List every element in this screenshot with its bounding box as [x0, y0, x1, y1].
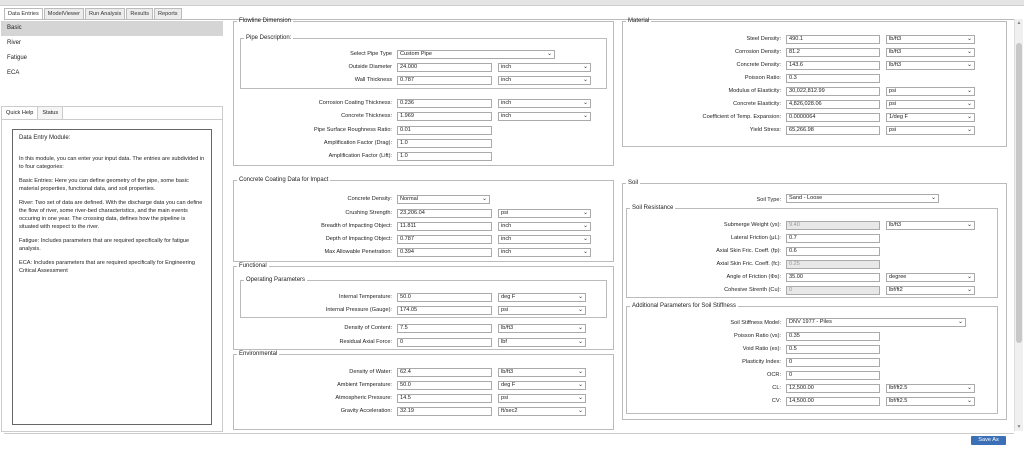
- scroll-thumb[interactable]: [1016, 43, 1022, 343]
- outside-diameter-unit[interactable]: [498, 63, 591, 72]
- yield-stress-label: Yield Stress:: [749, 127, 781, 133]
- thermal-expansion-input[interactable]: 0.0000064: [786, 113, 880, 122]
- crushing-strength-input[interactable]: 23,206.04: [397, 209, 492, 218]
- cohesive-strength-input[interactable]: 0: [786, 286, 880, 295]
- plasticity-index-input[interactable]: 0: [786, 358, 880, 367]
- footer-divider: [4, 433, 1014, 434]
- concrete-elasticity-input[interactable]: 4,826,028.06: [786, 100, 880, 109]
- crushing-strength-unit[interactable]: [498, 209, 591, 218]
- void-ratio-label: Void Ratio (es):: [742, 346, 781, 352]
- unit-value: deg F: [501, 382, 516, 388]
- select-pipe-label: Select Pipe Type: [350, 51, 392, 57]
- axial-skin-fc-input[interactable]: 0.25: [786, 260, 880, 269]
- corrosion-density-label: Corrosion Density:: [734, 49, 781, 55]
- crushing-strength-label: Crushing Strength:: [345, 210, 392, 216]
- corrosion-coating-thickness-input[interactable]: 0.236: [397, 99, 492, 108]
- gravity-acceleration-unit[interactable]: [498, 407, 586, 416]
- help-paragraph: Fatigue: Includes parameters that are required specifically for fatigue analysis.: [19, 238, 190, 252]
- unit-value: psi: [501, 307, 509, 313]
- corrosion-density-input[interactable]: 81.2: [786, 48, 880, 57]
- steel-density-input[interactable]: 490.1: [786, 35, 880, 44]
- chevron-down-icon: ⌄: [577, 369, 583, 375]
- help-paragraph: Basic Entries: Here you can define geometry of the pipe, some basic material properties, functional data, and soil properties.: [19, 178, 189, 192]
- plasticity-index-label: Plasticity Index:: [742, 359, 781, 365]
- steel-density-unit[interactable]: [886, 35, 975, 44]
- poisson-ratio-input[interactable]: 0.3: [786, 74, 880, 83]
- ocr-input[interactable]: 0: [786, 371, 880, 380]
- concrete-density-mat-input[interactable]: 143.6: [786, 61, 880, 70]
- chevron-down-icon: ⌄: [582, 249, 588, 255]
- chevron-down-icon: ⌄: [577, 307, 583, 313]
- chevron-down-icon: ⌄: [966, 62, 972, 68]
- breadth-impacting-input[interactable]: 11.811: [397, 222, 492, 231]
- nav-item-basic[interactable]: Basic: [1, 21, 223, 36]
- residual-axial-force-input[interactable]: 0: [397, 338, 492, 347]
- atmospheric-pressure-unit[interactable]: [498, 394, 586, 403]
- save-as-button[interactable]: Save As: [971, 436, 1006, 445]
- unit-value: inch: [501, 64, 512, 70]
- cohesive-strength-unit[interactable]: [886, 286, 975, 295]
- axial-skin-fc-label: Axial Skin Fric. Coeff. (fc):: [716, 261, 781, 267]
- unit-value: lbf/ft2.5: [889, 398, 908, 404]
- gravity-acceleration-input[interactable]: 32.19: [397, 407, 492, 416]
- max-penetration-unit[interactable]: [498, 248, 591, 257]
- chevron-down-icon: ⌄: [966, 222, 972, 228]
- chevron-down-icon: ⌄: [930, 195, 936, 201]
- chevron-down-icon: ⌄: [582, 210, 588, 216]
- unit-value: lbf/ft2.5: [889, 385, 908, 391]
- chevron-down-icon: ⌄: [966, 36, 972, 42]
- outside-diameter-input[interactable]: 24.000: [397, 63, 492, 72]
- chevron-down-icon: ⌄: [577, 382, 583, 388]
- cl-input[interactable]: 12,500.00: [786, 384, 880, 393]
- submerge-weight-input[interactable]: 9.40: [786, 221, 880, 230]
- poisson-ratio-soil-input[interactable]: 0.35: [786, 332, 880, 341]
- angle-of-friction-input[interactable]: 35.00: [786, 273, 880, 282]
- chevron-down-icon: ⌄: [582, 223, 588, 229]
- soil-stiffness-title: Additional Parameters for Soil Stiffness: [632, 303, 736, 309]
- axial-skin-fp-input[interactable]: 0.6: [786, 247, 880, 256]
- concrete-density-select[interactable]: [397, 195, 490, 204]
- tab-quick-help[interactable]: Quick Help: [2, 107, 38, 119]
- density-of-content-unit[interactable]: [498, 324, 586, 333]
- chevron-down-icon: ⌄: [582, 236, 588, 242]
- angle-of-friction-label: Angle of Friction (Φs):: [726, 274, 781, 280]
- unit-value: lbf: [501, 339, 507, 345]
- concrete-density-mat-unit[interactable]: [886, 61, 975, 70]
- pipe-type-select[interactable]: [397, 50, 555, 59]
- chevron-down-icon: ⌄: [577, 395, 583, 401]
- soil-stiffness-model-select[interactable]: [786, 318, 966, 327]
- unit-value: 1/deg F: [889, 114, 908, 120]
- corrosion-density-unit[interactable]: [886, 48, 975, 57]
- modulus-elasticity-unit[interactable]: [886, 87, 975, 96]
- chevron-down-icon: ⌄: [966, 114, 972, 120]
- unit-value: inch: [501, 100, 512, 106]
- unit-value: lb/ft3: [501, 325, 514, 331]
- chevron-down-icon: ⌄: [966, 274, 972, 280]
- depth-impacting-input[interactable]: 0.787: [397, 235, 492, 244]
- chevron-down-icon: ⌄: [582, 100, 588, 106]
- vertical-scrollbar[interactable]: [1014, 19, 1023, 431]
- wall-thickness-unit[interactable]: [498, 76, 591, 85]
- concrete-thickness-unit[interactable]: [498, 112, 591, 121]
- tab-run-analysis[interactable]: Run Analysis: [85, 8, 125, 19]
- operating-parameters-title: Operating Parameters: [246, 277, 306, 283]
- concrete-elasticity-label: Concrete Elasticity:: [733, 101, 781, 107]
- functional-title: Functional: [239, 263, 267, 269]
- atmospheric-pressure-input[interactable]: 14.5: [397, 394, 492, 403]
- unit-value: lb/ft3: [889, 62, 902, 68]
- unit-value: psi: [889, 101, 897, 107]
- tab-modelviewer[interactable]: ModelViewer: [44, 8, 84, 19]
- internal-pressure-label: Internal Pressure (Gauge):: [325, 307, 392, 313]
- submerge-weight-label: Submerge Weight (ys):: [723, 222, 781, 228]
- soil-type-select[interactable]: [786, 194, 939, 203]
- chevron-down-icon: ⌄: [966, 127, 972, 133]
- unit-value: psi: [889, 127, 897, 133]
- concrete-density-mat-label: Concrete Density:: [736, 62, 781, 68]
- amplification-lift-input[interactable]: 1.0: [397, 152, 492, 161]
- unit-value: lb/ft3: [501, 369, 514, 375]
- chevron-down-icon: ⌄: [966, 88, 972, 94]
- cl-unit[interactable]: [886, 384, 975, 393]
- chevron-down-icon: ⌄: [582, 64, 588, 70]
- unit-value: degree: [889, 274, 907, 280]
- soil-stiffness-model-label: Soil Stiffness Model:: [730, 320, 781, 326]
- ambient-temperature-input[interactable]: 50.0: [397, 381, 492, 390]
- outside-diameter-label: Outside Diameter: [348, 64, 392, 70]
- density-of-water-label: Density of Water:: [349, 369, 392, 375]
- material-title: Material: [628, 18, 650, 24]
- soil-resistance-title: Soil Resistance: [632, 205, 674, 211]
- modulus-elasticity-input[interactable]: 30,022,812.99: [786, 87, 880, 96]
- chevron-down-icon: ⌄: [582, 77, 588, 83]
- poisson-ratio-label: Poisson Ratio:: [744, 75, 781, 81]
- unit-value: inch: [501, 223, 512, 229]
- category-nav: [1, 21, 223, 81]
- unit-value: ft/sec2: [501, 408, 518, 414]
- ambient-temperature-unit[interactable]: [498, 381, 586, 390]
- select-value: Sand - Loose: [789, 195, 823, 201]
- nav-item-river[interactable]: River: [7, 40, 22, 46]
- tab-status[interactable]: Status: [38, 107, 63, 119]
- unit-value: inch: [501, 113, 512, 119]
- help-paragraph: In this module, you can enter your input data. The entries are subdivided in to four categories:: [19, 156, 205, 170]
- modulus-elasticity-label: Modulus of Elasticity:: [728, 88, 781, 94]
- concrete-thickness-input[interactable]: 1.969: [397, 112, 492, 121]
- unit-value: psi: [889, 88, 897, 94]
- chevron-down-icon: ⌄: [966, 101, 972, 107]
- unit-value: deg F: [501, 294, 516, 300]
- internal-temperature-input[interactable]: 50.0: [397, 293, 492, 302]
- chevron-down-icon: ⌄: [546, 51, 552, 57]
- axial-skin-fp-label: Axial Skin Fric. Coeff. (fp):: [716, 248, 781, 254]
- soil-type-label: Soil Type:: [756, 197, 781, 203]
- chevron-down-icon: ⌄: [966, 398, 972, 404]
- title-strip: [0, 0, 1024, 6]
- environmental-group: [233, 351, 614, 430]
- amplification-drag-input[interactable]: 1.0: [397, 139, 492, 148]
- residual-axial-force-unit[interactable]: [498, 338, 586, 347]
- yield-stress-input[interactable]: 65,266.98: [786, 126, 880, 135]
- cv-label: CV:: [771, 398, 781, 404]
- steel-density-label: Steel Density:: [746, 36, 781, 42]
- thermal-expansion-unit[interactable]: [886, 113, 975, 122]
- pipe-description-title: Pipe Description:: [246, 35, 292, 41]
- tab-data-entries[interactable]: Data Entries: [4, 8, 43, 19]
- nav-item-eca[interactable]: ECA: [7, 70, 20, 76]
- wall-thickness-label: Wall Thickness: [354, 77, 392, 83]
- unit-value: psi: [501, 395, 509, 401]
- internal-pressure-input[interactable]: 174.05: [397, 306, 492, 315]
- unit-value: psi: [501, 210, 509, 216]
- lateral-friction-label: Lateral Friction (μL):: [730, 235, 781, 241]
- breadth-impacting-label: Breadth of Impacting Object:: [321, 223, 392, 229]
- unit-value: lb/ft3: [889, 222, 902, 228]
- select-value: Normal: [400, 196, 419, 202]
- corrosion-coating-thickness-unit[interactable]: [498, 99, 591, 108]
- scroll-down-icon[interactable]: ▼: [1016, 424, 1022, 430]
- lateral-friction-input[interactable]: 0.7: [786, 234, 880, 243]
- unit-value: inch: [501, 236, 512, 242]
- density-of-content-label: Density of Content:: [344, 325, 392, 331]
- gravity-acceleration-label: Gravity Acceleration:: [340, 408, 392, 414]
- wall-thickness-input[interactable]: 0.787: [397, 76, 492, 85]
- concrete-thickness-label: Concrete Thickness:: [341, 113, 392, 119]
- void-ratio-input[interactable]: 0.5: [786, 345, 880, 354]
- chevron-down-icon: ⌄: [957, 319, 963, 325]
- atmospheric-pressure-label: Atmospheric Pressure:: [335, 395, 392, 401]
- chevron-down-icon: ⌄: [481, 196, 487, 202]
- help-content: [12, 129, 212, 425]
- flowline-dimension-title: Flowline Dimension: [239, 18, 292, 24]
- tab-reports[interactable]: Reports: [154, 8, 182, 19]
- chevron-down-icon: ⌄: [966, 49, 972, 55]
- roughness-ratio-input[interactable]: 0.01: [397, 126, 492, 135]
- poisson-ratio-soil-label: Poisson Ratio (vs):: [734, 333, 781, 339]
- soil-title: Soil: [628, 180, 639, 186]
- depth-impacting-label: Depth of Impacting Object:: [325, 236, 392, 242]
- cohesive-strength-label: Cohesive Strenth (Cu):: [724, 287, 781, 293]
- unit-value: lb/ft3: [889, 36, 902, 42]
- max-penetration-label: Max Allowable Penetration:: [324, 249, 392, 255]
- cv-unit[interactable]: [886, 397, 975, 406]
- amplification-lift-label: Amplification Factor (Lift):: [328, 153, 392, 159]
- internal-pressure-unit[interactable]: [498, 306, 586, 315]
- density-of-content-input[interactable]: 7.5: [397, 324, 492, 333]
- breadth-impacting-unit[interactable]: [498, 222, 591, 231]
- concrete-elasticity-unit[interactable]: [886, 100, 975, 109]
- angle-of-friction-unit[interactable]: [886, 273, 975, 282]
- density-of-water-input[interactable]: 62.4: [397, 368, 492, 377]
- chevron-down-icon: ⌄: [577, 339, 583, 345]
- unit-value: lb/ft3: [889, 49, 902, 55]
- help-paragraph: ECA: Includes parameters that are required specifically for Engineering Critical Assessment: [19, 260, 195, 274]
- chevron-down-icon: ⌄: [582, 113, 588, 119]
- help-panel: [1, 106, 223, 432]
- chevron-down-icon: ⌄: [577, 408, 583, 414]
- select-value: DNV 1977 - Piles: [789, 319, 832, 325]
- internal-temperature-label: Internal Temperature:: [338, 294, 392, 300]
- help-title: Data Entry Module:: [19, 135, 71, 141]
- nav-item-fatigue[interactable]: Fatigue: [7, 55, 28, 61]
- chevron-down-icon: ⌄: [966, 385, 972, 391]
- environmental-title: Environmental: [239, 351, 278, 357]
- thermal-expansion-label: Coefficient of Temp. Expansion:: [702, 114, 781, 120]
- submerge-weight-unit[interactable]: [886, 221, 975, 230]
- unit-value: inch: [501, 249, 512, 255]
- density-of-water-unit[interactable]: [498, 368, 586, 377]
- tab-results[interactable]: Results: [126, 8, 153, 19]
- chevron-down-icon: ⌄: [966, 287, 972, 293]
- chevron-down-icon: ⌄: [577, 294, 583, 300]
- cv-input[interactable]: 14,500.00: [786, 397, 880, 406]
- ocr-label: OCR:: [767, 372, 781, 378]
- residual-axial-force-label: Residual Axial Force:: [339, 339, 392, 345]
- concrete-coating-title: Concrete Coating Data for Impact: [239, 177, 329, 183]
- unit-value: lbf/ft2: [889, 287, 903, 293]
- ambient-temperature-label: Ambient Temperature:: [337, 382, 392, 388]
- max-penetration-input[interactable]: 0.394: [397, 248, 492, 257]
- roughness-ratio-label: Pipe Surface Roughness Ratio:: [313, 127, 392, 133]
- unit-value: inch: [501, 77, 512, 83]
- depth-impacting-unit[interactable]: [498, 235, 591, 244]
- yield-stress-unit[interactable]: [886, 126, 975, 135]
- cl-label: CL:: [772, 385, 781, 391]
- main-tabs: [4, 8, 183, 19]
- concrete-density-label: Concrete Density:: [347, 196, 392, 202]
- help-paragraph: River: Two set of data are defined. With the discharge data you can define the flow of river, some river-bed characteristics, and the main events occuring in one year. The crossing data, defines how the pipeline is situated with respect to the river.: [19, 200, 203, 230]
- help-tabs: [2, 107, 222, 120]
- pipe-type-value: Custom Pipe: [400, 51, 433, 57]
- amplification-drag-label: Amplification Factor (Drag):: [323, 140, 392, 146]
- chevron-down-icon: ⌄: [577, 325, 583, 331]
- corrosion-coating-thickness-label: Corrosion Coating Thickness:: [318, 100, 392, 106]
- scroll-up-icon[interactable]: ▲: [1016, 20, 1022, 26]
- internal-temperature-unit[interactable]: [498, 293, 586, 302]
